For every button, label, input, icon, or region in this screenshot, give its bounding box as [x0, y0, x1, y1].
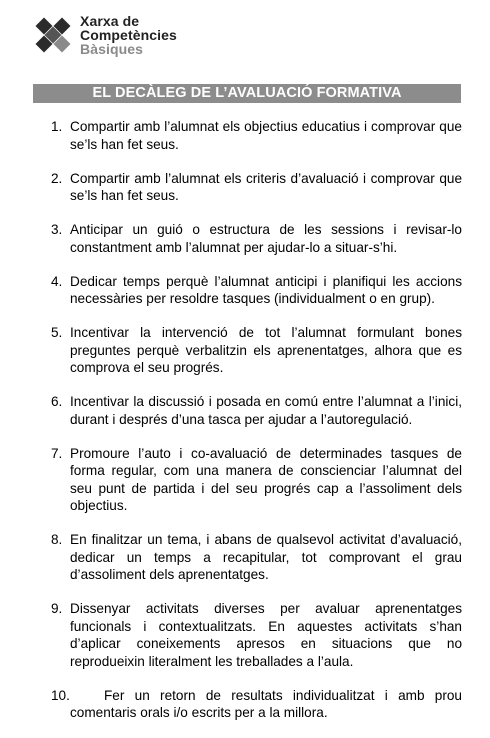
- list-item: [44, 393, 462, 428]
- item-text: Fer un retorn de resultats individualitzat i amb prou comentaris orals i/o escrits per a la millora.: [70, 687, 462, 720]
- list-item: [44, 273, 462, 308]
- item-number: 9.: [51, 601, 63, 616]
- logo-line-3: Bàsiques: [80, 41, 144, 57]
- logo-text: [80, 14, 177, 56]
- item-number: 8.: [51, 532, 63, 547]
- list-item: [44, 445, 462, 515]
- item-text: Incentivar la intervenció de tot l’alumnat formulant bones preguntes perquè verbalitzin els aprenentatges, alhora que es comprova el seu progrés.: [70, 325, 462, 375]
- item-number: 7.: [51, 445, 63, 461]
- document-title: EL DECÀLEG DE L’AVALUACIÓ FORMATIVA: [33, 84, 461, 103]
- item-text: Compartir amb l’alumnat els objectius educatius i comprovar que se’ls han fet seus.: [70, 119, 462, 152]
- logo-line-2: Competències: [80, 27, 177, 43]
- decalogue-list: [44, 118, 462, 738]
- item-text: En finalitzar un tema, i abans de qualsevol activitat d’avaluació, dedicar un temps a recapitular, tot comprovant el grau d’assoliment dels aprenentatges.: [70, 532, 462, 582]
- item-number: 6.: [51, 394, 63, 409]
- list-item: [44, 687, 462, 722]
- list-item: [44, 118, 462, 153]
- item-number: 3.: [51, 222, 63, 237]
- list-item: [44, 600, 462, 670]
- header: [32, 12, 232, 62]
- list-item: [44, 324, 462, 377]
- item-number: 5.: [51, 325, 63, 340]
- item-text: Incentivar la discussió i posada en comú entre l’alumnat a l’inici, durant i després d’una tasca per ajudar a l’autoregulació.: [70, 394, 462, 427]
- item-text: Promoure l’auto i co-avaluació de determinades tasques de forma regular, com una manera de conscienciar l’alumnat del seu punt de partida i del seu progrés cap a l’assoliment dels objectius.: [70, 445, 462, 513]
- item-text: Compartir amb l’alumnat els criteris d’avaluació i comprovar que se’ls han fet seus.: [70, 170, 462, 203]
- item-text: Anticipar un guió o estructura de les sessions i revisar-lo constantment amb l’alumnat per ajudar-lo a situar-s’hi.: [70, 222, 462, 255]
- logo-line-1: Xarxa de: [80, 13, 140, 29]
- item-number: 2.: [51, 170, 63, 186]
- item-number: 4.: [51, 273, 63, 289]
- list-item: [44, 170, 462, 205]
- list-item: [44, 221, 462, 256]
- item-number: 10.: [51, 687, 70, 703]
- xarxa-logo-icon: [32, 14, 74, 56]
- item-text: Dedicar temps perquè l’alumnat anticipi i planifiqui les accions necessàries per resoldre tasques (individualment o en grup).: [70, 273, 462, 306]
- item-number: 1.: [51, 119, 63, 134]
- list-item: [44, 531, 462, 584]
- item-text: Dissenyar activitats diverses per avaluar aprenentatges funcionals i contextualitzats. En aquestes activitats s’han d’aplicar coneixements apresos en situacions que no reprodueixin literalment les treballades a l’aula.: [70, 601, 462, 669]
